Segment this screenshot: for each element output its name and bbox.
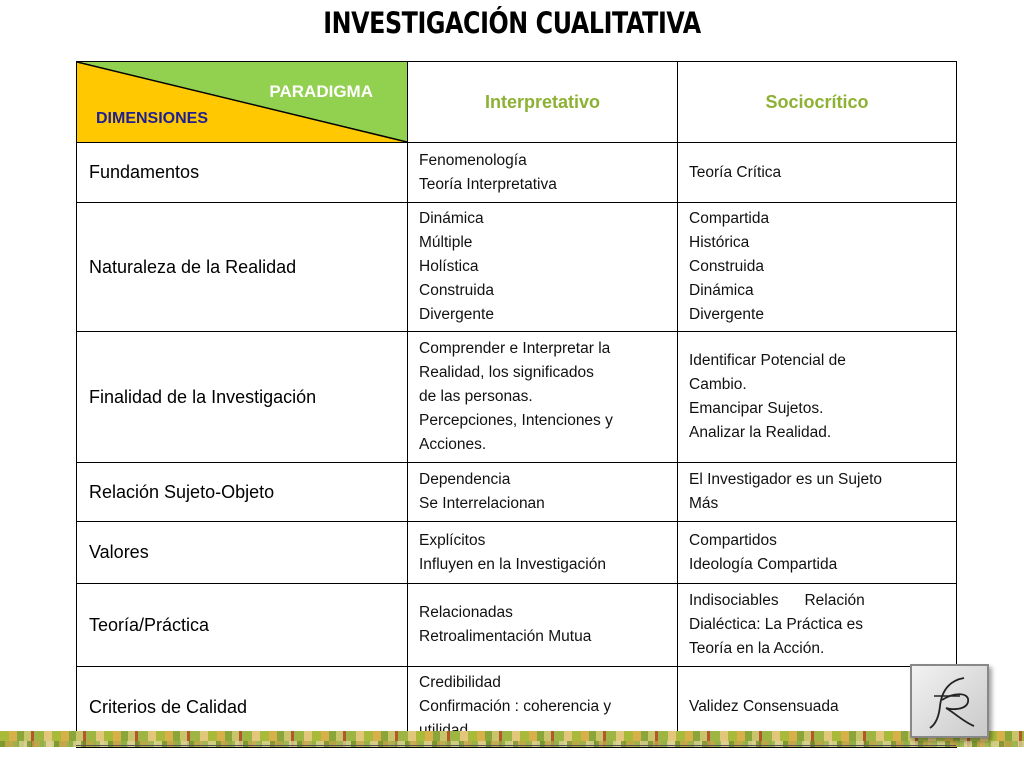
cell-line: Teoría Interpretativa bbox=[419, 175, 557, 193]
cell-line: Dinámica bbox=[689, 282, 754, 299]
footer-divider bbox=[76, 745, 956, 746]
sociocritico-cell bbox=[678, 584, 957, 667]
table-row bbox=[77, 332, 957, 463]
cell-line: Divergente bbox=[419, 306, 494, 323]
cell-line: Más bbox=[689, 495, 719, 512]
dimension-label: Relación Sujeto-Objeto bbox=[77, 463, 408, 522]
cell-line: Holística bbox=[419, 258, 479, 275]
column-header-sociocritico: Sociocrítico bbox=[678, 62, 957, 143]
cell-line: Cambio. bbox=[689, 376, 747, 393]
dimension-label: Valores bbox=[77, 522, 408, 584]
cell-line: Divergente bbox=[689, 306, 764, 323]
cell-line: Explícitos bbox=[419, 531, 486, 549]
cell-line: Compartidos bbox=[689, 531, 777, 549]
cell-line: Teoría en la Acción. bbox=[689, 640, 825, 657]
cell-line: Retroalimentación Mutua bbox=[419, 628, 592, 645]
cell-line: Identificar Potencial de bbox=[689, 352, 846, 369]
dimension-label: Fundamentos bbox=[77, 143, 408, 203]
dimensions-label: DIMENSIONES bbox=[96, 110, 209, 127]
dimension-label: Teoría/Práctica bbox=[77, 584, 408, 667]
cell-line: Emancipar Sujetos. bbox=[689, 400, 824, 417]
interpretativo-cell bbox=[408, 522, 678, 584]
cell-line: Percepciones, Intenciones y bbox=[419, 412, 613, 429]
cell-line: Indisociables Relación bbox=[689, 592, 865, 609]
interpretativo-cell bbox=[408, 203, 678, 332]
table-row bbox=[77, 143, 957, 203]
interpretativo-cell bbox=[408, 332, 678, 463]
cell-line: Construida bbox=[689, 258, 764, 275]
sociocritico-cell bbox=[678, 463, 957, 522]
cell-line: Comprender e Interpretar la bbox=[419, 340, 611, 357]
table-row bbox=[77, 522, 957, 584]
comparison-table bbox=[76, 61, 957, 748]
cell-line: El Investigador es un Sujeto bbox=[689, 471, 883, 488]
cell-line: Relacionadas bbox=[419, 604, 513, 621]
cell-line: Ideología Compartida bbox=[689, 555, 838, 573]
cell-line: Dinámica bbox=[419, 210, 484, 227]
cell-line: Validez Consensuada bbox=[689, 698, 839, 715]
paradigm-label: PARADIGMA bbox=[269, 82, 373, 101]
cell-line: Fenomenología bbox=[419, 151, 527, 169]
dimension-label: Naturaleza de la Realidad bbox=[77, 203, 408, 332]
sociocritico-cell bbox=[678, 332, 957, 463]
corner-header-cell bbox=[77, 62, 408, 143]
dimension-label: Criterios de Calidad bbox=[77, 667, 408, 748]
cell-line: Dependencia bbox=[419, 471, 511, 488]
table-row bbox=[77, 203, 957, 332]
cell-line: Dialéctica: La Práctica es bbox=[689, 616, 864, 633]
cell-line: Realidad, los significados bbox=[419, 364, 594, 381]
cell-line: Influyen en la Investigación bbox=[419, 555, 606, 573]
cell-line: Se Interrelacionan bbox=[419, 495, 545, 512]
cell-line: Múltiple bbox=[419, 234, 473, 251]
cell-line: Confirmación : coherencia y bbox=[419, 698, 612, 715]
table-row bbox=[77, 463, 957, 522]
sociocritico-cell bbox=[678, 143, 957, 203]
sociocritico-cell bbox=[678, 522, 957, 584]
cell-line: Acciones. bbox=[419, 436, 487, 453]
dimension-label: Finalidad de la Investigación bbox=[77, 332, 408, 463]
table-row bbox=[77, 584, 957, 667]
interpretativo-cell bbox=[408, 143, 678, 203]
cell-line: Histórica bbox=[689, 234, 750, 251]
interpretativo-cell bbox=[408, 584, 678, 667]
sociocritico-cell bbox=[678, 203, 957, 332]
cell-line: Construida bbox=[419, 282, 494, 299]
cell-line: Teoría Crítica bbox=[689, 163, 782, 181]
cell-line: Analizar la Realidad. bbox=[689, 424, 832, 441]
cell-line: Compartida bbox=[689, 210, 770, 227]
decorative-leaf-strip-shadow bbox=[0, 741, 1024, 747]
cell-line: Credibilidad bbox=[419, 674, 501, 691]
table-header-row bbox=[77, 62, 957, 143]
page-title: INVESTIGACIÓN CUALITATIVA bbox=[323, 6, 701, 40]
interpretativo-cell bbox=[408, 463, 678, 522]
cell-line: de las personas. bbox=[419, 388, 533, 405]
column-header-interpretativo: Interpretativo bbox=[408, 62, 678, 143]
diagonal-divider bbox=[77, 62, 407, 142]
signature-logo-icon bbox=[910, 664, 989, 738]
